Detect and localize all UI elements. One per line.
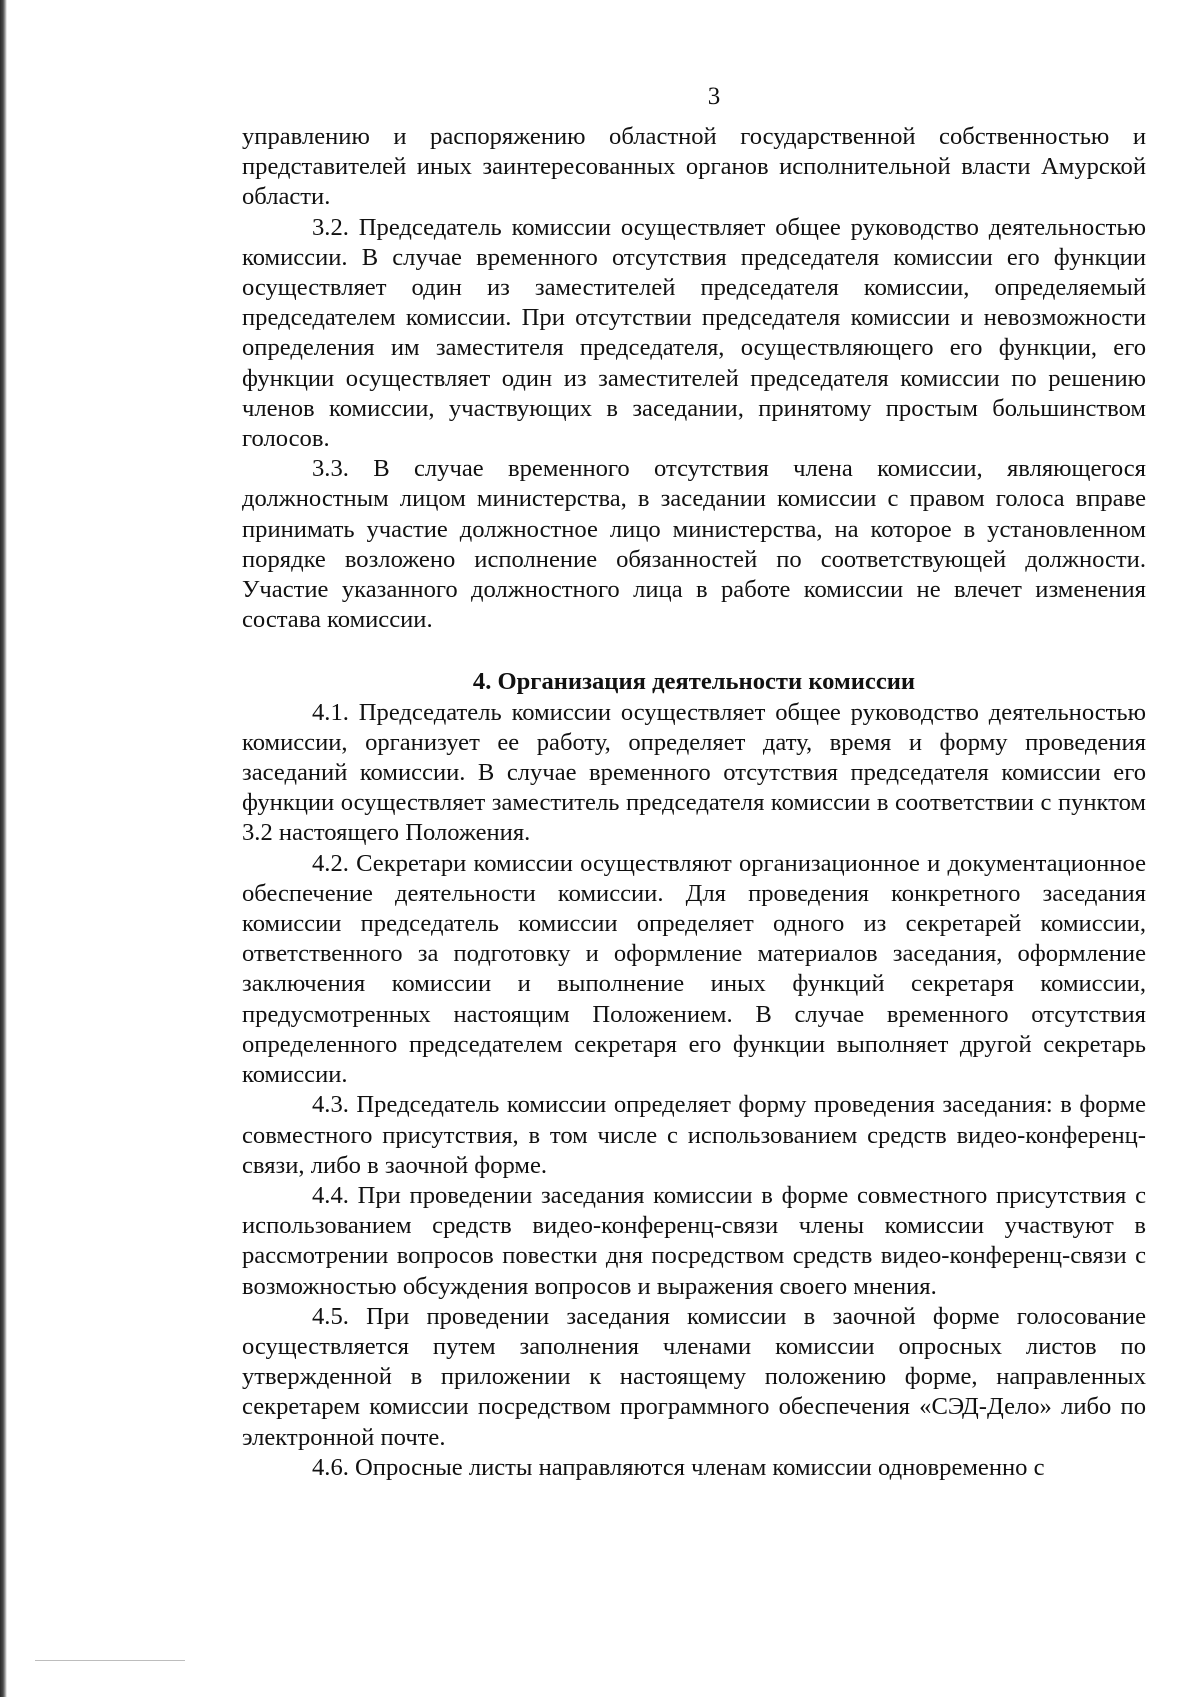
paragraph-4-1: 4.1. Председатель комиссии осуществляет общее руководство деятельностью комиссии, организует ее работу, определяет дату, время и форму проведения заседаний комиссии. В случае временного отсутствия председателя комиссии его функции осуществляет заместитель председателя комиссии в соответствии с пунктом 3.2 настоящего Положения. (242, 698, 1146, 847)
document-page (242, 82, 1146, 1483)
paragraph-4-6: 4.6. Опросные листы направляются членам комиссии одновременно с (312, 1453, 1045, 1481)
section-4-heading: 4. Организация деятельности комиссии (472, 668, 916, 696)
paragraph-3-3: 3.3. В случае временного отсутствия члена комиссии, являющегося должностным лицом министерства, в заседании комиссии с правом голоса вправе принимать участие должностное лицо министерства, на которое в установленном порядке возложено исполнение обязанностей по соответствующей должности. Участие указанного должностного лица в работе комиссии не влечет изменения состава комиссии. (242, 455, 1146, 634)
document-body (242, 122, 1146, 1483)
paragraph-4-4: 4.4. При проведении заседания комиссии в форме совместного присутствия с использованием средств видео-конференц-связи члены комиссии участвуют в рассмотрении вопросов повестки дня посредством средств видео-конференц-связи с возможностью обсуждения вопросов и выражения своего мнения. (242, 1181, 1146, 1300)
continuation-paragraph: управлению и распоряжению областной государственной собственностью и представителей иных заинтересованных органов исполнительной власти Амурской области. (242, 123, 1146, 211)
scan-edge-shadow (0, 0, 7, 1697)
scan-artifact-line (35, 1660, 185, 1661)
paragraph-4-3: 4.3. Председатель комиссии определяет форму проведения заседания: в форме совместного присутствия, в том числе с использованием средств видео-конференц-связи, либо в заочной форме. (242, 1091, 1146, 1179)
page-number: 3 (707, 83, 721, 110)
paragraph-4-2: 4.2. Секретари комиссии осуществляют организационное и документационное обеспечение деятельности комиссии. Для проведения конкретного заседания комиссии председатель комиссии определяет одного из секретарей комиссии, ответственного за подготовку и оформление материалов заседания, оформление заключения комиссии и выполнение иных функций секретаря комиссии, предусмотренных настоящим Положением. В случае временного отсутствия определенного председателем секретаря его функции выполняет другой секретарь комиссии. (242, 849, 1146, 1089)
paragraph-4-5: 4.5. При проведении заседания комиссии в заочной форме голосование осуществляется путем заполнения членами комиссии опросных листов по утвержденной в приложении к настоящему положению форме, направленных секретарем комиссии посредством программного обеспечения «СЭД-Дело» либо по электронной почте. (242, 1302, 1146, 1451)
paragraph-3-2: 3.2. Председатель комиссии осуществляет общее руководство деятельностью комиссии. В случае временного отсутствия председателя комиссии его функции осуществляет один из заместителей председателя комиссии, определяемый председателем комиссии. При отсутствии председателя комиссии и невозможности определения им заместителя председателя, осуществляющего его функции, его функции осуществляет один из заместителей председателя комиссии по решению членов комиссии, участвующих в заседании, принятому простым большинством голосов. (242, 213, 1146, 453)
